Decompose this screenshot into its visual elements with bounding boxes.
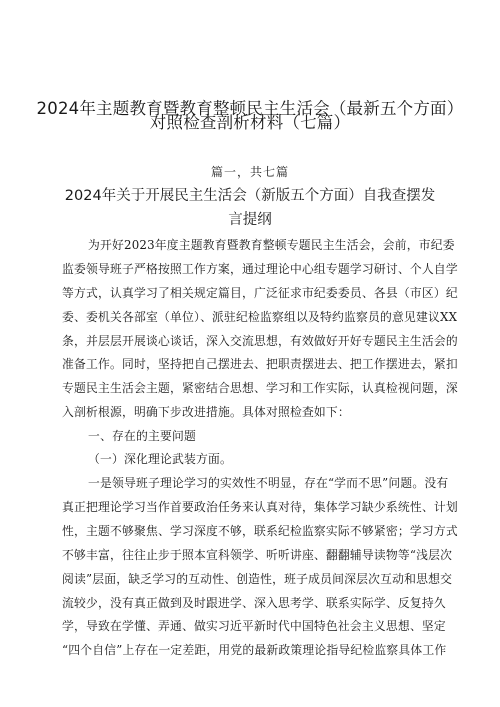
body-line: 一是领导班子理论学习的实效性不明显，存在“学而不思”问题。没有 [88,476,449,490]
body-line: 阅读”层面，缺乏学习的互动性、创造性，班子成员间深层次互动和思想交 [62,572,453,586]
subsection-heading: （一）深化理论武装方面。 [88,452,232,466]
body-line: 性，主题不够聚焦、学习深度不够，联系纪检监察实际不够紧密；学习方式 [62,524,458,538]
body-line: 委、委机关各部室（单位）、派驻纪检监察组以及特约监察员的意见建议XX [62,310,458,324]
body-line: 真正把理论学习当作首要政治任务来认真对待，集体学习缺少系统性、计划 [62,500,458,514]
document-title-line-1: 2024年主题教育暨教育整顿民主生活会（最新五个方面） [36,99,464,118]
body-line: 流较少，没有真正做到及时跟进学、深入思考学、联系实际学、反复持久 [62,596,446,610]
body-line: “四个自信”上存在一定差距，用党的最新政策理论指导纪检监察具体工作 [62,643,447,657]
section-heading: 一、存在的主要问题 [88,429,196,443]
body-line: 专题民主生活会主题，紧密结合思想、学习和工作实际，认真检视问题，深 [62,381,458,395]
body-line: 准备工作。同时，坚持把自己摆进去、把职责摆进去、把工作摆进去，紧扣 [62,357,458,371]
article-title-line-2: 言提纲 [228,212,272,228]
section-label: 篇一，共七篇 [210,165,289,179]
body-line: 监委领导班子严格按照工作方案，通过理论中心组专题学习研讨、个人自学 [62,262,458,276]
article-title-line-1: 2024年关于开展民主生活会（新版五个方面）自我查摆发 [64,188,436,204]
body-line: 入剖析根源，明确下步改进措施。具体对照检查如下： [62,405,350,419]
body-line: 不够丰富，往往止步于照本宣科领学、听听讲座、翻翻辅导读物等“浅层次 [62,548,453,562]
document-title-line-2: 对照检查剖析材料（七篇） [149,113,351,132]
body-line: 条，并层层开展谈心谈话，深入交流思想，有效做好开好专题民主生活会的 [62,334,458,348]
body-line: 学，导致在学懂、弄通、做实习近平新时代中国特色社会主义思想、坚定 [62,619,446,633]
body-line: 等方式，认真学习了相关规定篇目，广泛征求市纪委委员、各县（市区）纪 [62,286,458,300]
body-line: 为开好2023年度主题教育暨教育整顿专题民主生活会，会前，市纪委 [88,238,455,252]
